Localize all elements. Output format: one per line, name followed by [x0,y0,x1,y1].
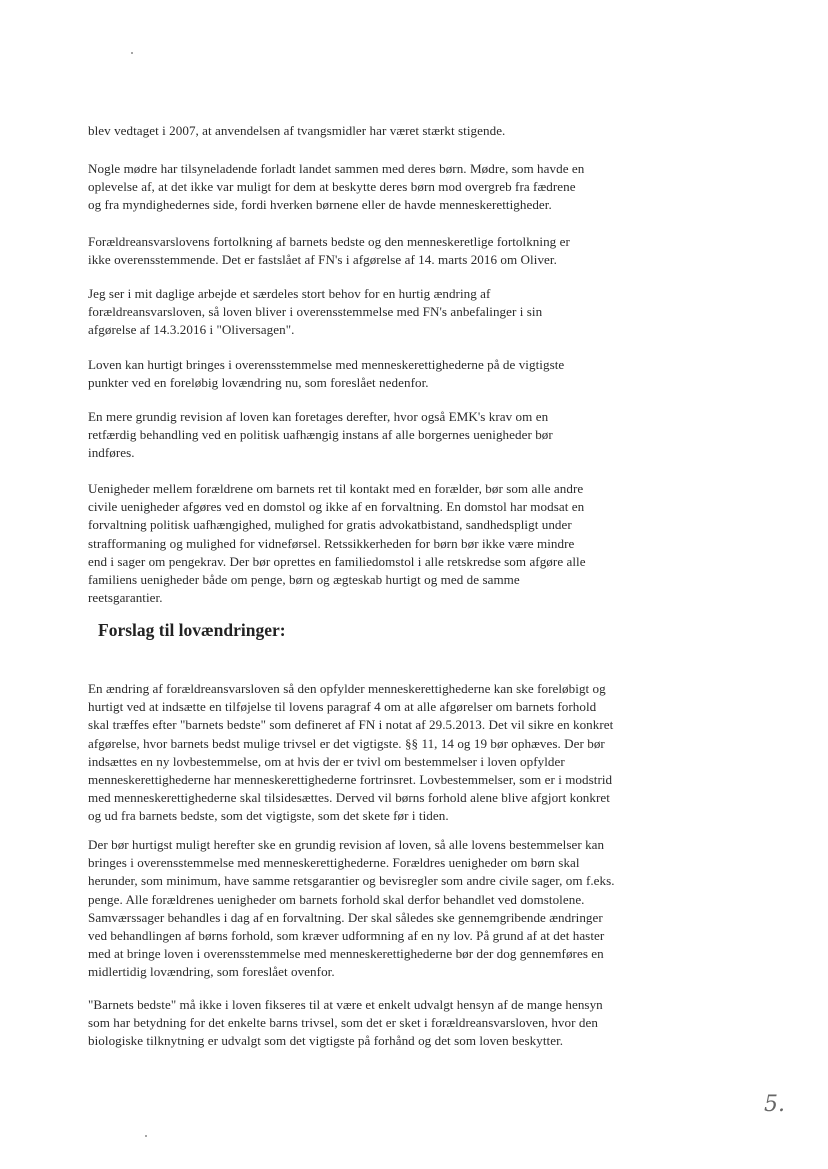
text-line: herunder, som minimum, have samme retsgarantier og bevisregler som andre civile sager, om f.eks. [88,873,615,889]
scan-speck [145,1135,147,1137]
text-line: Nogle mødre har tilsyneladende forladt landet sammen med deres børn. Mødre, som havde en [88,161,585,176]
paragraph [88,996,748,1051]
paragraph [88,160,748,215]
scan-speck [131,52,133,54]
text-line: indføres. [88,445,135,461]
paragraph [88,680,748,826]
text-line: og ud fra barnets bedste, som det vigtigste, som det skete før i tiden. [88,808,449,824]
text-line: "Barnets bedste" må ikke i loven fikseres til at være et enkelt udvalgt hensyn af de mange hensyn [88,997,603,1012]
text-line: ved behandlingen af børns forhold, som kræver udformning af en ny lov. På grund af at det haster [88,928,605,944]
text-line: menneskerettighederne har menneskerettighederne fortrinsret. Lovbestemmelser, som er i modstrid [88,772,613,788]
text-line: Jeg ser i mit daglige arbejde et særdeles stort behov for en hurtig ændring af [88,286,491,301]
text-line: og fra myndighedernes side, fordi hverken børnene eller de havde menneskerettigheder. [88,197,552,213]
text-line: oplevelse af, at det ikke var muligt for dem at beskytte deres børn mod overgreb fra fædrene [88,179,576,195]
text-line: En ændring af forældreansvarsloven så den opfylder menneskerettighederne kan ske foreløbigt og [88,681,606,696]
text-line: familiens uenigheder både om penge, børn og ægteskab hurtigt og med de samme [88,572,520,588]
text-line: afgørelse, hvor barnets bedst mulige trivsel er det vigtigste. §§ 11, 14 og 19 bør ophæves. Der bør [88,735,605,751]
text-line: retfærdig behandling ved en politisk uafhængig instans af alle borgernes uenigheder bør [88,427,553,443]
text-line: forvaltning politisk uafhængighed, mulighed for gratis advokatbistand, sandhedspligt under [88,517,572,533]
text-line: civile uenigheder afgøres ved en domstol og ikke af en forvaltning. En domstol har modsat en [88,499,585,515]
text-line: Uenigheder mellem forældrene om barnets ret til kontakt med en forælder, bør som alle andre [88,481,584,496]
paragraph [88,285,748,340]
text-line: ikke overensstemmende. Det er fastslået af FN's i afgørelse af 14. marts 2016 om Oliver. [88,252,557,268]
text-line: end i sager om pengekrav. Der bør oprettes en familiedomstol i alle retskredse som afgøre alle [88,553,586,569]
paragraph [88,408,748,463]
text-line: skal træffes efter "barnets bedste" som defineret af FN i notat af 29.5.2013. Det vil sikre en konkret [88,717,614,733]
text-line: reetsgarantier. [88,590,163,606]
text-line: punkter ved en foreløbig lovændring nu, som foreslået nedenfor. [88,375,429,391]
paragraph [88,480,748,607]
text-line: blev vedtaget i 2007, at anvendelsen af tvangsmidler har været stærkt stigende. [88,123,506,138]
text-line: med menneskerettighederne skal tilsidesættes. Derved vil børns forhold alene blive afgjort konkret [88,790,610,806]
text-line: Loven kan hurtigt bringes i overensstemmelse med menneskerettighederne på de vigtigste [88,357,565,372]
text-line: med at bringe loven i overensstemmelse med menneskerettighederne bør der dog gennemføres en [88,946,604,962]
section-heading: Forslag til lovændringer: [98,620,286,640]
text-line: forældreansvarsloven, så loven bliver i overensstemmelse med FN's anbefalinger i sin [88,304,543,320]
paragraph [88,233,748,269]
text-line: bringes i overensstemmelse med menneskerettighederne. Forældres uenigheder om børn skal [88,855,580,871]
paragraph [88,836,748,982]
text-line: som har betydning for det enkelte barns trivsel, som det er sket i forældreansvarsloven, hvor den [88,1015,598,1031]
text-line: Samværssager behandles i dag af en forvaltning. Der skal således ske gennemgribende ændringer [88,909,603,925]
paragraph [88,122,748,140]
page-number: 5. [764,1092,785,1117]
text-line: En mere grundig revision af loven kan foretages derefter, hvor også EMK's krav om en [88,409,549,424]
text-line: Der bør hurtigst muligt herefter ske en grundig revision af loven, så alle lovens bestemmelser kan [88,837,605,852]
text-line: strafformaning og mulighed for vidneførsel. Retssikkerheden for børn bør ikke være mindre [88,535,575,551]
text-line: indsættes en ny lovbestemmelse, om at hvis der er tvivl om bestemmelser i loven opfylder [88,753,565,769]
text-line: hurtigt ved at indsætte en tilføjelse til lovens paragraf 4 om at alle afgørelser om barnets forhold [88,699,597,715]
text-line: penge. Alle forældrenes uenigheder om barnets forhold skal derfor behandlet ved domstolene. [88,891,585,907]
text-line: biologiske tilknytning er udvalgt som det vigtigste på forhånd og det som loven beskytter. [88,1033,564,1049]
text-line: Forældreansvarslovens fortolkning af barnets bedste og den menneskeretlige fortolkning er [88,234,570,249]
text-line: afgørelse af 14.3.2016 i "Oliversagen". [88,322,295,338]
text-line: midlertidig lovændring, som foreslået ovenfor. [88,964,335,980]
paragraph [88,356,748,392]
